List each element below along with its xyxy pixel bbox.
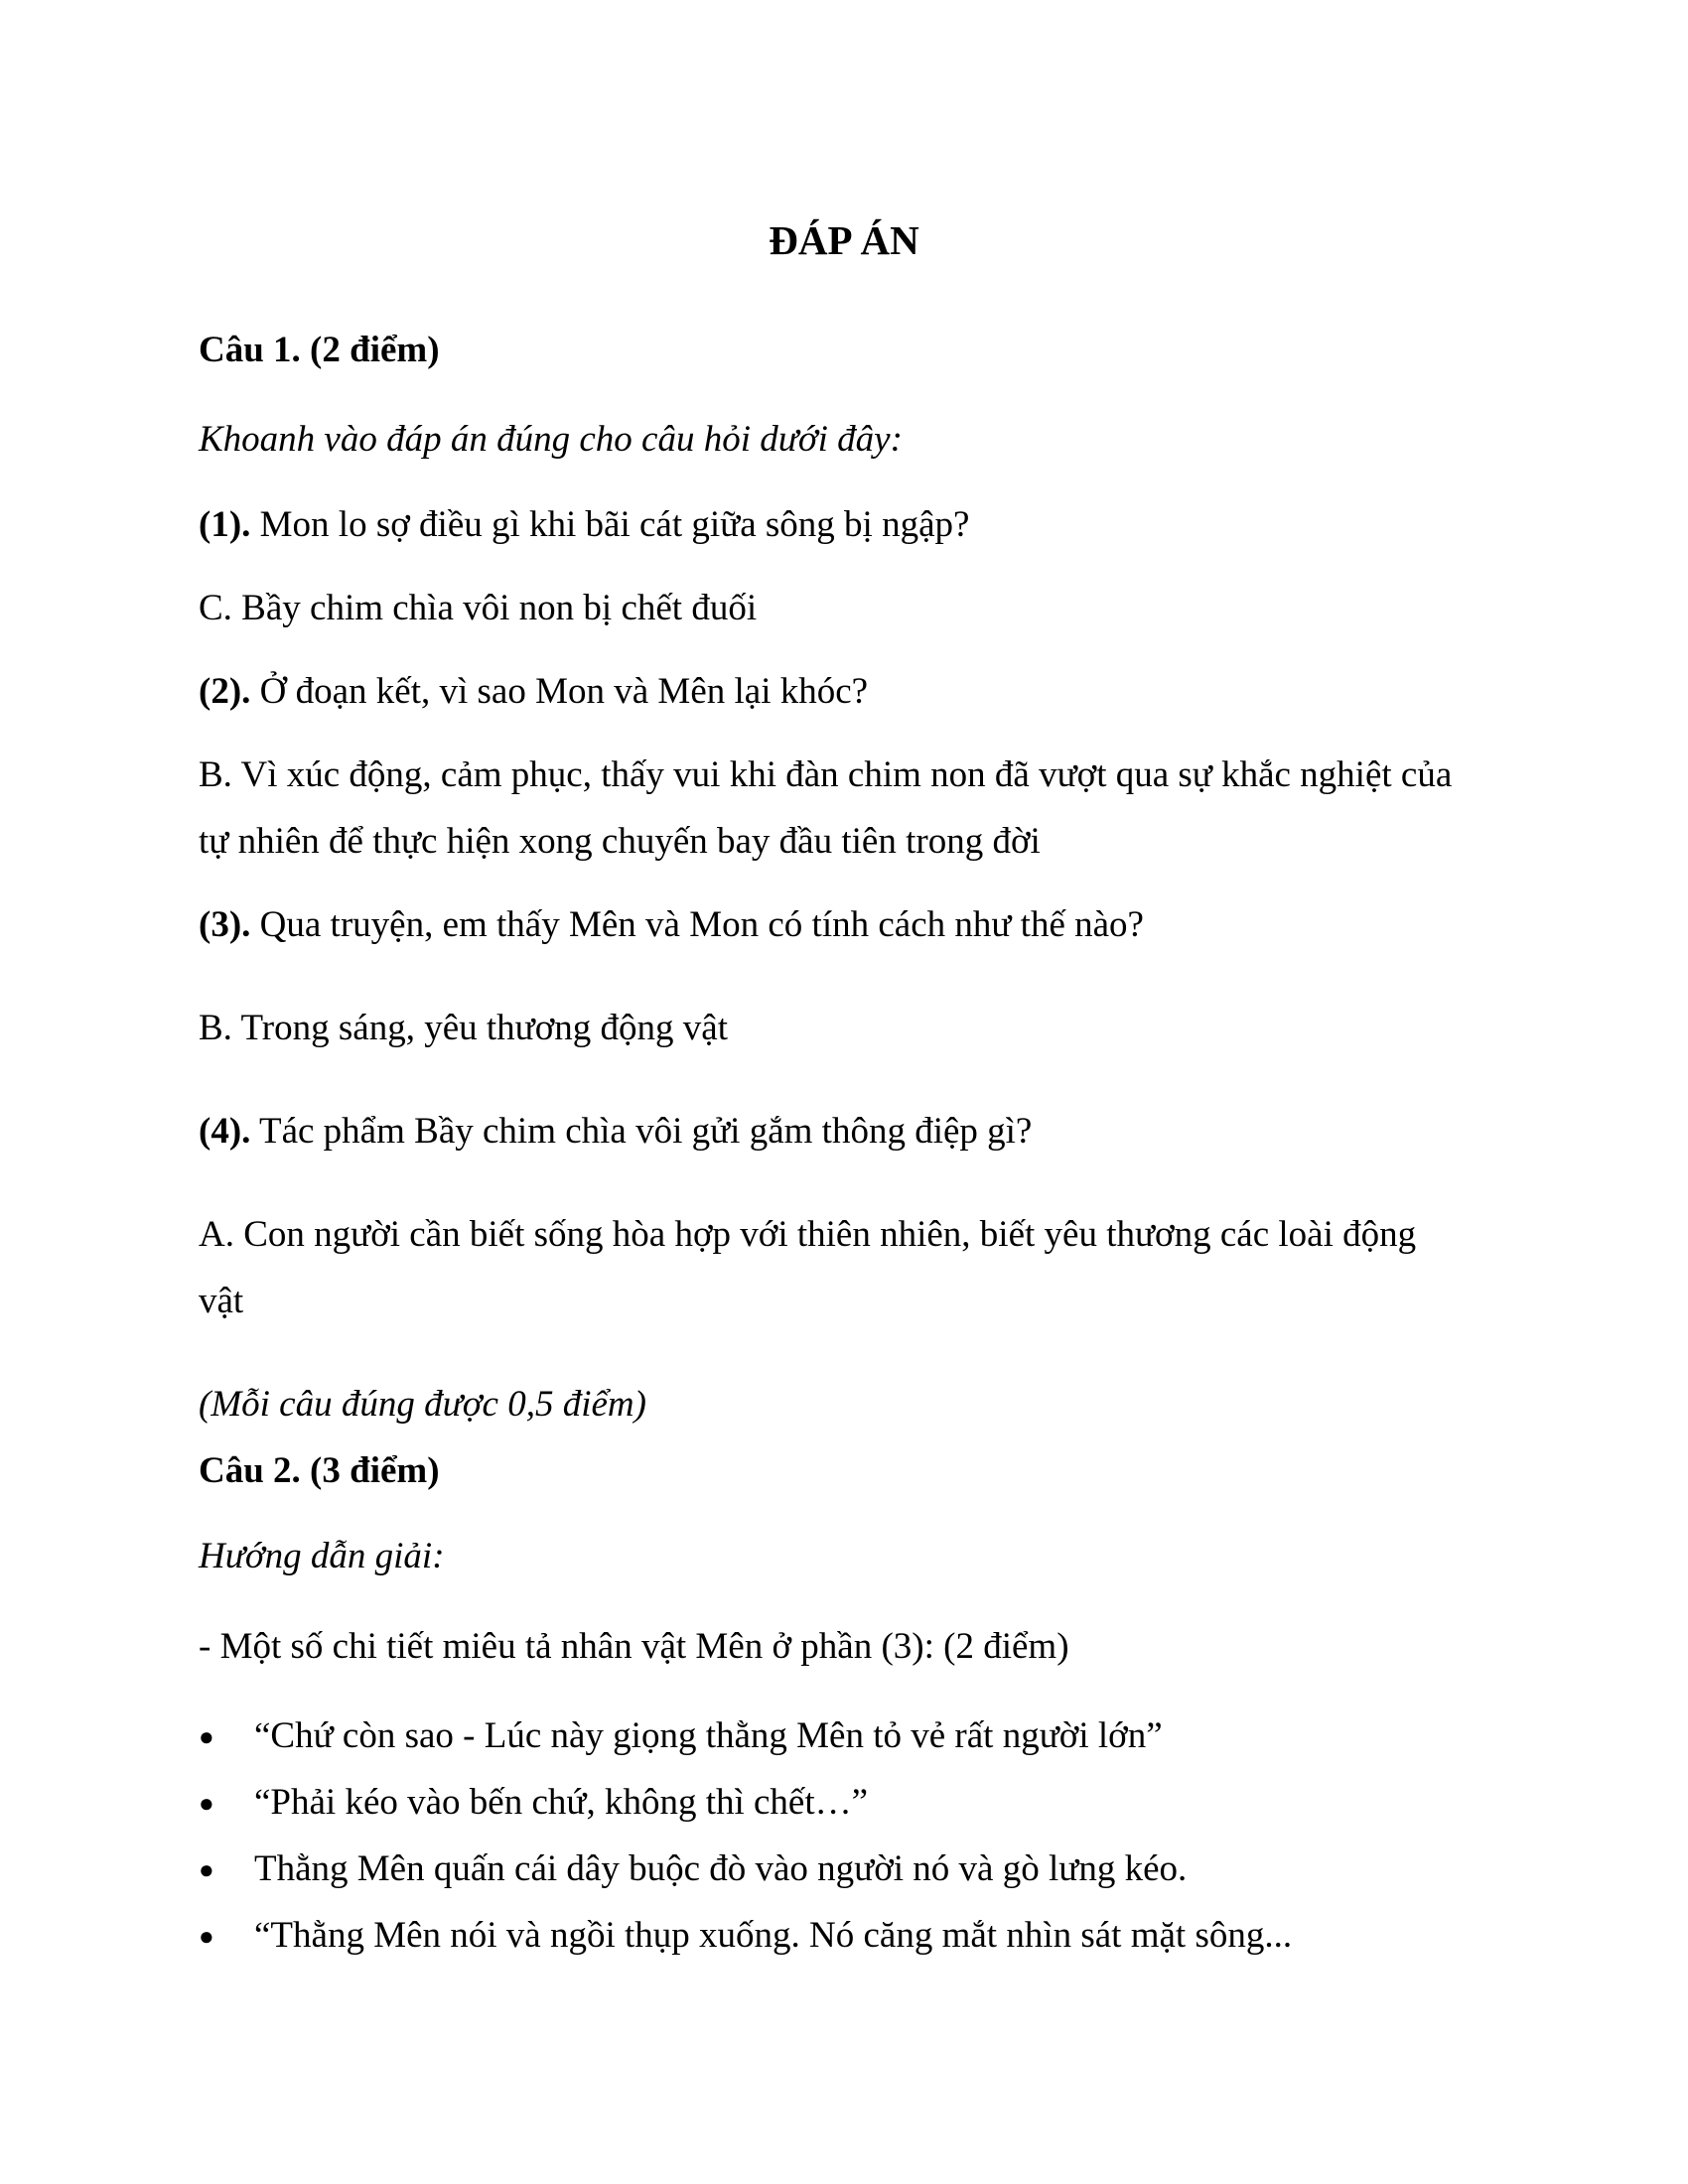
question-1-heading: Câu 1. (2 điểm) (199, 330, 440, 370)
item-number: (1). (199, 504, 251, 545)
bullet-text: “Thằng Mên nói và ngồi thụp xuống. Nó căng mắt nhìn sát mặt sông... (254, 1915, 1293, 1956)
answer-4-line-2: vật (199, 1281, 244, 1321)
answer-1-line-1: C. Bầy chim chìa vôi non bị chết đuối (199, 588, 758, 628)
bullet-text: “Phải kéo vào bến chứ, không thì chết…” (254, 1782, 869, 1823)
bullet-item (199, 1713, 1163, 1760)
item-number: (4). (199, 1111, 251, 1152)
question-2-intro: - Một số chi tiết miêu tả nhân vật Mên ở phần (3): (2 điểm) (199, 1626, 1069, 1667)
scoring-note: (Mỗi câu đúng được 0,5 điểm) (199, 1384, 646, 1425)
bullet-item (199, 1780, 868, 1827)
item-question: Qua truyện, em thấy Mên và Mon có tính cách như thế nào? (250, 904, 1144, 945)
answer-2-line-2: tự nhiên để thực hiện xong chuyến bay đầu tiên trong đời (199, 821, 1041, 862)
question-2-guide: Hướng dẫn giải: (199, 1536, 445, 1576)
question-2-heading: Câu 2. (3 điểm) (199, 1450, 440, 1491)
bullet-item (199, 1913, 1292, 1960)
page-title: ĐÁP ÁN (769, 217, 919, 263)
answer-4-line-1: A. Con người cần biết sống hòa hợp với thiên nhiên, biết yêu thương các loài động (199, 1214, 1417, 1255)
question-1-item-3 (199, 902, 1144, 948)
item-number: (2). (199, 671, 251, 712)
bullet-icon: ● (199, 1855, 214, 1884)
item-question: Tác phẩm Bầy chim chìa vôi gửi gắm thông điệp gì? (250, 1111, 1033, 1152)
question-1-item-4 (199, 1109, 1032, 1155)
question-1-item-1 (199, 502, 969, 548)
question-1-instruction: Khoanh vào đáp án đúng cho câu hỏi dưới đây: (199, 419, 903, 460)
bullet-text: “Chứ còn sao - Lúc này giọng thằng Mên tỏ vẻ rất người lớn” (254, 1715, 1163, 1756)
bullet-icon: ● (199, 1722, 214, 1751)
bullet-icon: ● (199, 1922, 214, 1951)
question-1-item-2 (199, 669, 868, 715)
bullet-item (199, 1846, 1187, 1893)
item-question: Mon lo sợ điều gì khi bãi cát giữa sông bị ngập? (250, 504, 970, 545)
answer-3-line-1: B. Trong sáng, yêu thương động vật (199, 1008, 728, 1048)
bullet-icon: ● (199, 1789, 214, 1818)
answer-2-line-1: B. Vì xúc động, cảm phục, thấy vui khi đàn chim non đã vượt qua sự khắc nghiệt của (199, 754, 1453, 795)
item-number: (3). (199, 904, 251, 945)
bullet-text: Thằng Mên quấn cái dây buộc đò vào người nó và gò lưng kéo. (254, 1848, 1188, 1889)
item-question: Ở đoạn kết, vì sao Mon và Mên lại khóc? (250, 671, 869, 712)
